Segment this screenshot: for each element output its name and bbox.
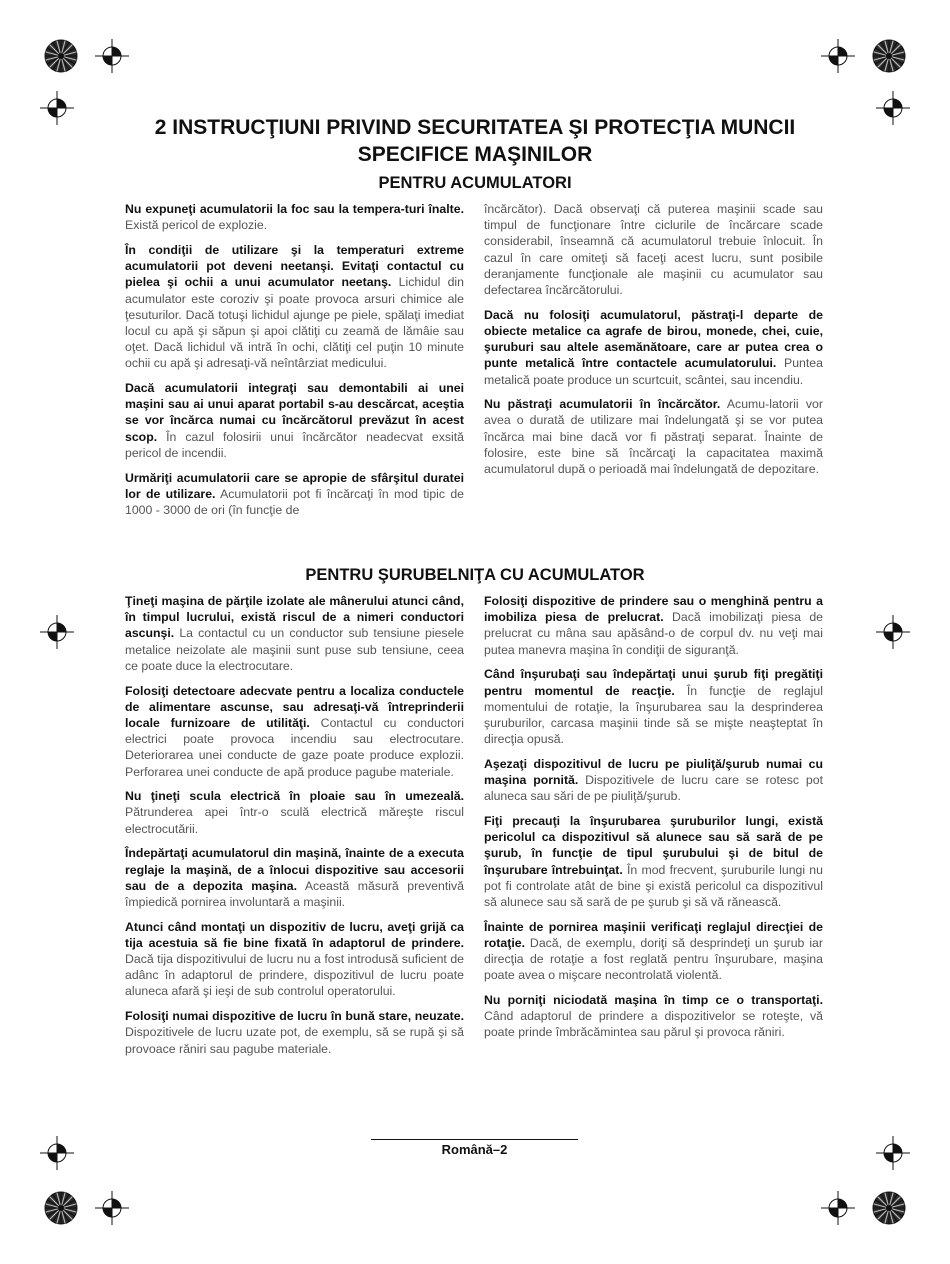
paragraph: Înainte de pornirea maşinii verificaţi reglajul direcţiei de rotaţie. Dacă, de exemplu, doriţi să desprindeţi un şurub iar direcţia de rotaţie a fost reglată pentru înşurubare, maşina poate avea o mişcare necontrolată violentă. bbox=[484, 919, 823, 983]
registration-crosshair-icon bbox=[95, 1191, 129, 1225]
paragraph: Nu ţineţi scula electrică în ploaie sau în umezeală. Pătrunderea apei într-o sculă electrică măreşte riscul electrocutării. bbox=[125, 789, 464, 836]
paragraph: Folosiţi dispozitive de prindere sau o menghină pentru a imobiliza piesa de prelucrat. Dacă imobilizaţi piesa de prelucrat cu mâna sau apăsând-o de corpul dv. nu veţi mai putea manevra maşina în condiţii de siguranţă. bbox=[484, 594, 823, 657]
page-number: Română–2 bbox=[441, 1142, 508, 1157]
paragraph: În condiţii de utilizare şi la temperaturi extreme acumulatorii pot deveni neetanşi. Evitaţi contactul cu pielea şi ochii a unui acumulator neetanş. Lichidul din acumulator este coroziv şi poate provoca arsuri chimice ale ţesuturilor. Dacă totuşi lichidul ajunge pe piele, spălaţi imediat locul cu apă şi săpun şi apoi clătiţi cu zeamă de lămâie sau oţet. Dacă lichidul vă intră în ochi, clătiţi cel puţin 10 minute ochii cu apă şi adresaţi-vă neîntârziat medicului. bbox=[125, 242, 464, 371]
section2-left-column bbox=[125, 593, 464, 1065]
title-line-2: SPECIFICE MAŞINILOR bbox=[357, 143, 593, 166]
paragraph: Folosiţi detectoare adecvate pentru a localiza conductele de alimentare ascunse, sau adresaţi-vă întreprinderii locale furnizoare de utilităţi. Contactul cu conductori electrici poate provoca incendiu sau electrocutare. Deteriorarea unei conducte de gaze poate produce explozii. Perforarea unei conducte de apă produce pagube materiale. bbox=[125, 683, 465, 779]
registration-crosshair-icon bbox=[821, 39, 855, 73]
registration-crosshair-icon bbox=[40, 91, 74, 125]
color-bar-starburst-icon bbox=[45, 1192, 77, 1224]
registration-crosshair-icon bbox=[40, 1136, 74, 1170]
page-title bbox=[100, 114, 850, 168]
registration-crosshair-icon bbox=[821, 1191, 855, 1225]
registration-crosshair-icon bbox=[876, 1136, 910, 1170]
section-heading-batteries: PENTRU ACUMULATORI bbox=[378, 174, 572, 192]
paragraph: Când înşurubaţi sau îndepărtaţi unui şurub fiţi pregătiţi pentru momentul de reacţie. În funcţie de reglajul momentului de rotaţie, la înşurubarea sau la desprinderea şuruburilor, carcasa maşinii tinde să se mişte neaşteptat în direcţia opusă. bbox=[484, 667, 823, 747]
paragraph: Atunci când montaţi un dispozitiv de lucru, aveţi grijă ca tija acestuia să fie bine fixată în adaptorul de prindere. Dacă tija dispozitivului de lucru nu a fost introdusă suficient de adânc în adaptorul de prindere, dispozitivul de lucru poate aluneca afară şi ieşi de sub controlul operatorului. bbox=[125, 919, 464, 999]
paragraph: Nu expuneţi acumulatorii la foc sau la tempera-turi înalte. Există pericol de explozie. bbox=[125, 202, 464, 233]
paragraph: Dacă nu folosiţi acumulatorul, păstraţi-l departe de obiecte metalice ca agrafe de birou, monede, chei, cuie, şuruburi sau altele asemănătoare, care ar putea crea o punte metalică între contactele acumulatorului. Puntea metalică poate produce un scurtcuit, scântei, sau incendiu. bbox=[484, 307, 823, 387]
registration-crosshair-icon bbox=[40, 615, 74, 649]
paragraph: Dacă acumulatorii integraţi sau demontabili ai unei maşini sau ai unui aparat portabil s-au descărcat, aceştia se vor încărca numai cu încărcătorul prevăzut în acest scop. În cazul folosirii unui încărcător neadecvat exsită pericol de incendii. bbox=[125, 381, 464, 460]
paragraph: Aşezaţi dispozitivul de lucru pe piuliţă/şurub numai cu maşina pornită. Dispozitivele de lucru care se rotesc pot aluneca sau sări de pe piuliţă/şurub. bbox=[484, 756, 823, 804]
registration-crosshair-icon bbox=[95, 39, 129, 73]
color-bar-starburst-icon bbox=[873, 40, 905, 72]
paragraph: Ţineţi maşina de părţile izolate ale mânerului atunci când, în timpul lucrului, există riscul de a nimeri conductori ascunşi. La contactul cu un conductor sub tensiune piesele metalice neizolate ale maşinii sunt puse sub tensiune, ceea ce poate duce la electrocutare. bbox=[125, 594, 464, 673]
color-bar-starburst-icon bbox=[873, 1192, 905, 1224]
color-bar-starburst-icon bbox=[45, 40, 77, 72]
paragraph: Îndepărtaţi acumulatorul din maşină, înainte de a executa reglaje la maşină, de a înlocui dispozitive sau accesorii sau de a depozita maşina. Această măsură preventivă împiedică pornirea involuntară a maşinii. bbox=[125, 846, 464, 909]
section-heading-screwdriver: PENTRU ŞURUBELNIŢA CU ACUMULATOR bbox=[305, 566, 645, 584]
registration-crosshair-icon bbox=[876, 91, 910, 125]
paragraph: Nu păstraţi acumulatorii în încărcător. Acumu-latorii vor avea o durată de utilizare mai îndelungată şi se vor putea încărca mai bine dacă vor fi păstraţi separat. Înainte de folosire, este bine să încărcaţi la capacitatea maximă acumulatorul după o perioadă mai îndelungată de depozitare. bbox=[484, 397, 823, 477]
paragraph: încărcător). Dacă observaţi că puterea maşinii scade sau timpul de funcţionare între ciclurile de încărcare scade considerabil, înseamnă că acumulatorul trebuie înlocuit. În cazul în care omiteţi să faceţi acest lucru, sunt posibile deranjamente funcţionale ale maşinii cu acumulator sau defectarea încărcătorului. bbox=[484, 202, 823, 298]
section1-left-column bbox=[125, 201, 464, 527]
paragraph: Folosiţi numai dispozitive de lucru în bună stare, neuzate. Dispozitivele de lucru uzate pot, de exemplu, să se rupă şi să provoace răniri sau pagube materiale. bbox=[125, 1009, 464, 1056]
section1-right-column bbox=[484, 201, 823, 486]
title-line-1: 2 INSTRUCŢIUNI PRIVIND SECURITATEA ŞI PROTECŢIA MUNCII bbox=[154, 116, 796, 139]
paragraph: Nu porniţi niciodată maşina în timp ce o transportaţi. Când adaptorul de prindere a dispozitivelor se roteşte, vă poate prinde îmbrăcămintea sau părul şi provoca răniri. bbox=[484, 992, 823, 1040]
footer-rule bbox=[371, 1139, 578, 1140]
paragraph: Urmăriţi acumulatorii care se apropie de sfârşitul duratei lor de utilizare. Acumulatorii pot fi încărcaţi în mod tipic de 1000 - 3000 de ori (în funcţie de bbox=[125, 470, 465, 517]
paragraph: Fiţi precauţi la înşurubarea şuruburilor lungi, există pericolul ca dispozitivul să alunece sau să sară de pe şurub, în funcţie de tipul şurubului şi de bitul de înşurubare întrebuinţat. În mod frecvent, şuruburile lungi nu pot fi controlate atât de bine şi există pericolul ca dispozitivul să alunece sau să sară de pe şurub şi să vă rănească. bbox=[484, 813, 823, 909]
section2-right-column bbox=[484, 593, 823, 1049]
registration-crosshair-icon bbox=[876, 615, 910, 649]
